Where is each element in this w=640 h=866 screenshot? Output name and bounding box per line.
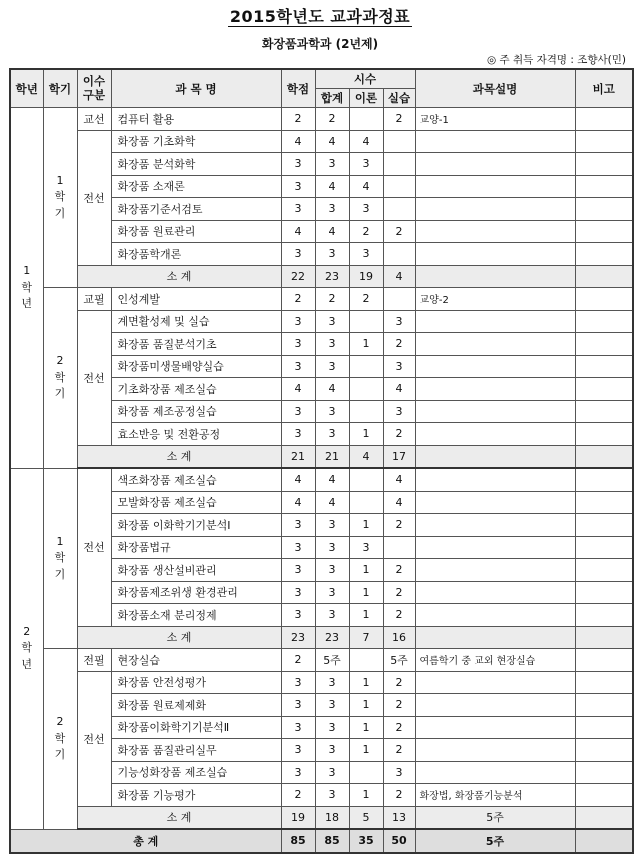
subtotal-credit: 21 [281,445,315,468]
subject-name: 화장품 기능평가 [111,784,281,807]
description-cell [415,671,575,694]
description-cell [415,536,575,559]
remark-cell [575,310,633,333]
category-cell: 전선 [77,310,111,445]
description-cell [415,400,575,423]
grand-total-row [10,829,633,853]
semester-label-char: 2 [56,354,64,367]
practice-hours-cell: 2 [383,581,415,604]
subtotal-total: 21 [315,445,349,468]
total-hours-cell: 4 [315,378,349,401]
subtotal-credit: 19 [281,806,315,829]
description-cell [415,198,575,221]
practice-hours-cell: 4 [383,468,415,491]
subtotal-practice: 17 [383,445,415,468]
credit-cell: 4 [281,378,315,401]
description-cell [415,581,575,604]
description-cell [415,175,575,198]
subtotal-theory: 19 [349,265,383,288]
credit-cell: 3 [281,153,315,176]
description-cell [415,355,575,378]
theory-hours-cell: 1 [349,694,383,717]
theory-hours-cell [349,400,383,423]
remark-cell [575,716,633,739]
subject-name: 인성계발 [111,288,281,311]
total-hours-cell: 3 [315,514,349,537]
semester-label-char: 기 [54,748,66,761]
semester-label [43,468,77,649]
theory-hours-cell [349,761,383,784]
subject-name: 화장품 분석화학 [111,153,281,176]
practice-hours-cell [383,198,415,221]
description-cell [415,716,575,739]
practice-hours-cell: 2 [383,333,415,356]
practice-hours-cell: 2 [383,514,415,537]
table-row [10,130,633,153]
semester-label [43,108,77,288]
practice-hours-cell: 2 [383,671,415,694]
total-hours-cell: 3 [315,153,349,176]
total-hours-cell: 3 [315,559,349,582]
subject-name: 화장품제조위생 환경관리 [111,581,281,604]
credit-cell: 2 [281,288,315,311]
subtotal-credit: 23 [281,626,315,649]
remark-cell [575,784,633,807]
description-cell: 화장법, 화장품기능분석 [415,784,575,807]
semester-label-char: 기 [54,206,66,220]
credit-cell: 3 [281,671,315,694]
theory-hours-cell [349,108,383,131]
subtotal-label: 소 계 [77,626,281,649]
description-cell [415,559,575,582]
year-label-char: 학 [21,641,33,655]
total-hours-cell: 3 [315,423,349,446]
remark-cell [575,649,633,672]
theory-hours-cell: 1 [349,423,383,446]
practice-hours-cell: 2 [383,108,415,131]
subject-name: 기초화장품 제조실습 [111,378,281,401]
practice-hours-cell [383,536,415,559]
subject-name: 기능성화장품 제조실습 [111,761,281,784]
credit-cell: 3 [281,423,315,446]
header-remark: 비고 [575,69,633,108]
subtotal-label: 소 계 [77,445,281,468]
subject-name: 화장품이화학기기분석Ⅱ [111,716,281,739]
description-cell [415,761,575,784]
subtotal-practice: 16 [383,626,415,649]
practice-hours-cell: 4 [383,378,415,401]
semester-label [43,288,77,469]
subtotal-total: 23 [315,626,349,649]
description-cell [415,468,575,491]
curriculum-table [9,68,634,854]
remark-cell [575,671,633,694]
semester-label-char: 1 [56,173,64,187]
category-cell: 전필 [77,649,111,672]
practice-hours-cell: 3 [383,400,415,423]
remark-cell [575,108,633,131]
practice-hours-cell: 4 [383,491,415,514]
category-cell: 교선 [77,108,111,131]
remark-cell [575,333,633,356]
subject-name: 모발화장품 제조실습 [111,491,281,514]
total-hours-cell: 3 [315,198,349,221]
header-practice: 실습 [383,89,415,108]
total-hours-cell: 3 [315,739,349,762]
theory-hours-cell [349,310,383,333]
subtotal-theory: 4 [349,445,383,468]
remark-cell [575,198,633,221]
semester-label-char: 기 [54,567,66,581]
description-cell: 교양-1 [415,108,575,131]
subtotal-description: 5주 [415,806,575,829]
remark-cell [575,536,633,559]
grand-total-total: 85 [315,829,349,853]
semester-label-char: 2 [56,715,64,728]
credit-cell: 3 [281,559,315,582]
document-title: 2015학년도 교과과정표 [229,7,411,26]
credit-cell: 3 [281,514,315,537]
subject-name: 화장품 품질관리실무 [111,739,281,762]
practice-hours-cell: 2 [383,784,415,807]
subtotal-row [10,626,633,649]
remark-cell [575,739,633,762]
subtotal-theory: 5 [349,806,383,829]
description-cell [415,243,575,266]
description-cell [415,310,575,333]
practice-hours-cell: 5주 [383,649,415,672]
credit-cell: 4 [281,130,315,153]
theory-hours-cell: 3 [349,536,383,559]
practice-hours-cell [383,130,415,153]
practice-hours-cell [383,243,415,266]
description-cell [415,423,575,446]
theory-hours-cell: 4 [349,130,383,153]
theory-hours-cell: 1 [349,581,383,604]
credit-cell: 3 [281,581,315,604]
semester-label-char: 학 [54,551,66,564]
theory-hours-cell: 1 [349,671,383,694]
subject-name: 컴퓨터 활용 [111,108,281,131]
semester-label-char: 기 [54,387,66,400]
remark-cell [575,355,633,378]
year-label-char: 1 [23,264,31,277]
subject-name: 화장품 원료관리 [111,220,281,243]
remark-cell [575,153,633,176]
practice-hours-cell: 3 [383,310,415,333]
practice-hours-cell [383,153,415,176]
total-hours-cell: 3 [315,716,349,739]
year-label [10,108,43,469]
table-row [10,108,633,131]
theory-hours-cell [349,468,383,491]
remark-cell [575,604,633,627]
subtotal-row [10,265,633,288]
remark-cell [575,491,633,514]
total-hours-cell: 4 [315,468,349,491]
subtotal-practice: 13 [383,806,415,829]
certification-note: ◎ 주 취득 자격명 : 조향사(민) [486,54,626,66]
grand-total-theory: 35 [349,829,383,853]
theory-hours-cell: 1 [349,333,383,356]
credit-cell: 3 [281,604,315,627]
remark-cell [575,761,633,784]
subject-name: 화장품 안전성평가 [111,671,281,694]
subject-name: 화장품 기초화학 [111,130,281,153]
total-hours-cell: 3 [315,243,349,266]
total-hours-cell: 3 [315,400,349,423]
remark-cell [575,288,633,311]
category-cell: 전선 [77,130,111,265]
grand-total-remark [575,829,633,853]
table-row [10,671,633,694]
subject-name: 화장품 소재론 [111,175,281,198]
header-year: 학년 [10,69,43,108]
credit-cell: 3 [281,716,315,739]
subtotal-description [415,626,575,649]
credit-cell: 3 [281,310,315,333]
description-cell [415,694,575,717]
subject-name: 효소반응 및 전환공정 [111,423,281,446]
description-cell [415,333,575,356]
table-row [10,310,633,333]
credit-cell: 3 [281,694,315,717]
grand-total-practice: 50 [383,829,415,853]
practice-hours-cell [383,288,415,311]
subtotal-remark [575,265,633,288]
remark-cell [575,694,633,717]
subject-name: 계면활성제 및 실습 [111,310,281,333]
header-theory: 이론 [349,89,383,108]
credit-cell: 4 [281,468,315,491]
remark-cell [575,243,633,266]
remark-cell [575,559,633,582]
header-credit: 학점 [281,69,315,108]
semester-label-char: 학 [54,731,66,745]
subject-name: 화장품 생산설비관리 [111,559,281,582]
theory-hours-cell: 1 [349,739,383,762]
description-cell [415,491,575,514]
theory-hours-cell: 3 [349,198,383,221]
subject-name: 화장품미생물배양실습 [111,355,281,378]
description-cell [415,378,575,401]
year-label-char: 2 [23,624,31,638]
total-hours-cell: 2 [315,288,349,311]
total-hours-cell: 3 [315,355,349,378]
theory-hours-cell [349,378,383,401]
credit-cell: 2 [281,784,315,807]
total-hours-cell: 3 [315,536,349,559]
subtotal-row [10,806,633,829]
description-cell [415,739,575,762]
credit-cell: 3 [281,536,315,559]
subtotal-label: 소 계 [77,806,281,829]
credit-cell: 3 [281,243,315,266]
credit-cell: 2 [281,108,315,131]
subtotal-remark [575,626,633,649]
credit-cell: 3 [281,761,315,784]
semester-label-char: 1 [56,534,64,548]
practice-hours-cell: 2 [383,716,415,739]
practice-hours-cell: 2 [383,739,415,762]
subtotal-remark [575,806,633,829]
total-hours-cell: 3 [315,581,349,604]
theory-hours-cell: 2 [349,288,383,311]
table-row [10,468,633,491]
total-hours-cell: 3 [315,671,349,694]
year-label-char: 년 [21,297,33,310]
credit-cell: 3 [281,400,315,423]
credit-cell: 3 [281,198,315,221]
practice-hours-cell: 2 [383,559,415,582]
subject-name: 현장실습 [111,649,281,672]
theory-hours-cell: 1 [349,514,383,537]
credit-cell: 4 [281,491,315,514]
subtotal-theory: 7 [349,626,383,649]
subject-name: 화장품법규 [111,536,281,559]
header-category: 이수구분 [77,69,111,108]
header-subject: 과 목 명 [111,69,281,108]
total-hours-cell: 4 [315,491,349,514]
total-hours-cell: 3 [315,784,349,807]
credit-cell: 4 [281,220,315,243]
credit-cell: 3 [281,355,315,378]
remark-cell [575,220,633,243]
remark-cell [575,468,633,491]
description-cell [415,514,575,537]
department-subtitle: 화장품과학과 (2년제) [261,37,379,51]
subtotal-credit: 22 [281,265,315,288]
category-cell: 교필 [77,288,111,311]
subtotal-row [10,445,633,468]
table-row [10,288,633,311]
theory-hours-cell: 1 [349,604,383,627]
total-hours-cell: 2 [315,108,349,131]
credit-cell: 3 [281,333,315,356]
practice-hours-cell: 3 [383,761,415,784]
theory-hours-cell: 3 [349,153,383,176]
practice-hours-cell: 3 [383,355,415,378]
subject-name: 색조화장품 제조실습 [111,468,281,491]
subject-name: 화장품소재 분리정제 [111,604,281,627]
total-hours-cell: 3 [315,604,349,627]
description-cell: 교양-2 [415,288,575,311]
practice-hours-cell [383,175,415,198]
theory-hours-cell: 3 [349,243,383,266]
remark-cell [575,423,633,446]
total-hours-cell: 3 [315,694,349,717]
grand-total-description: 5주 [415,829,575,853]
subject-name: 화장품기준서검토 [111,198,281,221]
subtotal-description [415,265,575,288]
header-total: 합계 [315,89,349,108]
total-hours-cell: 3 [315,310,349,333]
practice-hours-cell: 2 [383,604,415,627]
total-hours-cell: 4 [315,220,349,243]
remark-cell [575,175,633,198]
year-label-char: 학 [21,280,33,294]
remark-cell [575,130,633,153]
semester-label-char: 학 [54,190,66,204]
theory-hours-cell [349,491,383,514]
description-cell [415,220,575,243]
semester-label-char: 학 [54,370,66,384]
grand-total-credit: 85 [281,829,315,853]
subtotal-label: 소 계 [77,265,281,288]
category-cell: 전선 [77,468,111,626]
subject-name: 화장품 제조공정실습 [111,400,281,423]
header-hours: 시수 [315,69,415,89]
practice-hours-cell: 2 [383,220,415,243]
remark-cell [575,514,633,537]
description-cell: 여름학기 중 교외 현장실습 [415,649,575,672]
total-hours-cell: 4 [315,130,349,153]
practice-hours-cell: 2 [383,694,415,717]
subject-name: 화장품 원료제제화 [111,694,281,717]
header-description: 과목설명 [415,69,575,108]
description-cell [415,604,575,627]
remark-cell [575,581,633,604]
subtotal-remark [575,445,633,468]
total-hours-cell: 4 [315,175,349,198]
description-cell [415,153,575,176]
description-cell [415,130,575,153]
subtotal-total: 23 [315,265,349,288]
theory-hours-cell: 2 [349,220,383,243]
credit-cell: 2 [281,649,315,672]
practice-hours-cell: 2 [383,423,415,446]
subject-name: 화장품 품질분석기초 [111,333,281,356]
total-hours-cell: 5주 [315,649,349,672]
theory-hours-cell: 4 [349,175,383,198]
total-hours-cell: 3 [315,761,349,784]
theory-hours-cell [349,355,383,378]
table-row [10,649,633,672]
theory-hours-cell: 1 [349,784,383,807]
theory-hours-cell: 1 [349,716,383,739]
credit-cell: 3 [281,739,315,762]
subtotal-description [415,445,575,468]
subtotal-practice: 4 [383,265,415,288]
remark-cell [575,400,633,423]
grand-total-label: 총 계 [10,829,281,853]
remark-cell [575,378,633,401]
theory-hours-cell: 1 [349,559,383,582]
theory-hours-cell [349,649,383,672]
subtotal-total: 18 [315,806,349,829]
header-semester: 학기 [43,69,77,108]
subject-name: 화장품 이화학기기분석Ⅰ [111,514,281,537]
year-label-char: 년 [21,657,33,671]
semester-label [43,649,77,830]
total-hours-cell: 3 [315,333,349,356]
category-cell: 전선 [77,671,111,806]
subject-name: 화장품학개론 [111,243,281,266]
credit-cell: 3 [281,175,315,198]
year-label [10,468,43,829]
